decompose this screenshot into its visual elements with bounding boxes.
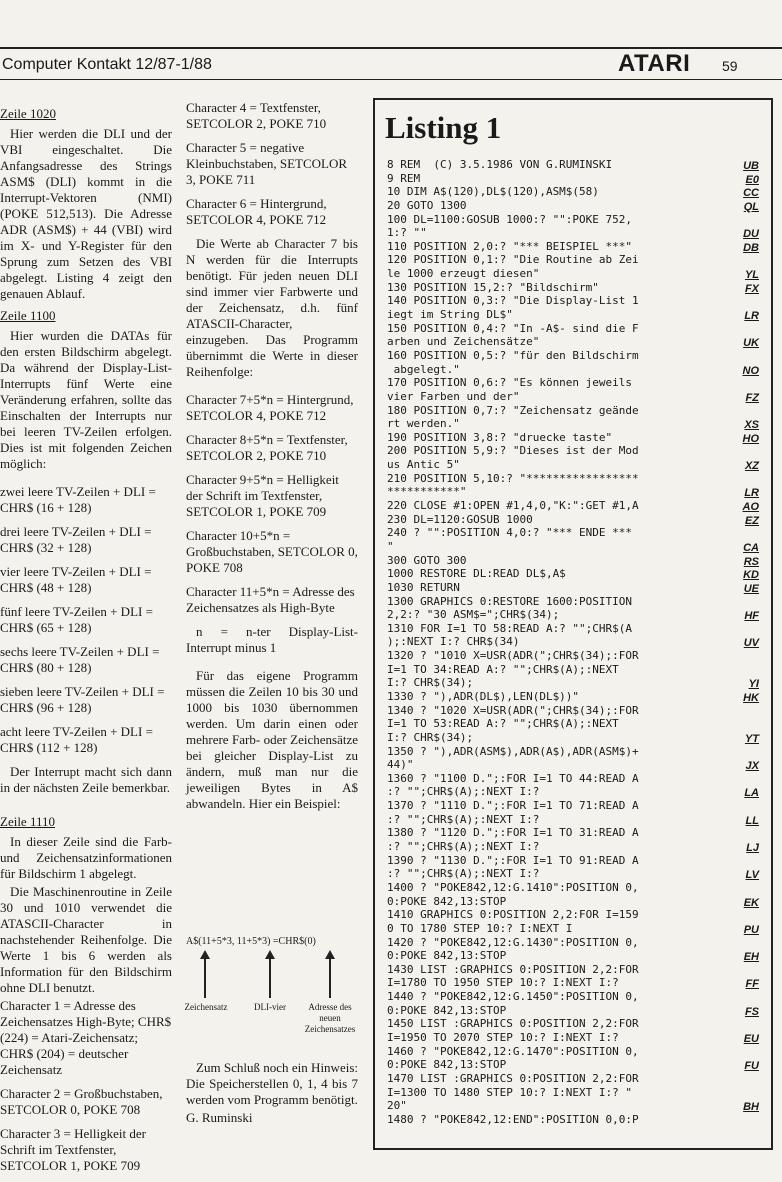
code-text: 1:? ""	[387, 226, 427, 240]
code-line	[387, 922, 759, 936]
checksum-label: BH	[743, 1101, 759, 1114]
paragraph: Die Maschinenroutine in Zeile 30 und 1010 verwendet die ATASCII-Character in nachstehender Reihenfolge. Die Werte 1 bis 6 werden als Information für den Bildschirm ohne DLI benutzt.	[0, 884, 172, 995]
code-text: I=1 TO 53:READ A:? "";CHR$(A);:NEXT	[387, 717, 619, 731]
checksum-label: DB	[743, 241, 759, 254]
code-text: 1320 ? "1010 X=USR(ADR(";CHR$(34);:FOR	[387, 649, 639, 663]
code-line	[387, 322, 759, 336]
paragraph: Character 1 = Adresse des Zeichensatzes High-Byte; CHR$ (224) = Atari-Zeichensatz; CHR$ (204) = deutscher Zeichensatz	[0, 998, 172, 1077]
code-line	[387, 567, 759, 581]
code-text: 0:POKE 842,13:STOP	[387, 1003, 507, 1017]
code-line	[387, 240, 759, 254]
checksum-label: EK	[743, 896, 759, 909]
code-text: 1450 LIST :GRAPHICS 0:POSITION 2,2:FOR	[387, 1017, 639, 1031]
paragraph: Character 3 = Helligkeit der Schrift im Textfenster, SETCOLOR 1, POKE 709	[0, 1126, 146, 1173]
code-text: 1350 ? "),ADR(ASM$),ADR(A$),ADR(ASM$)+	[387, 744, 639, 758]
code-line	[387, 376, 759, 390]
code-text: 1430 LIST :GRAPHICS 0:POSITION 2,2:FOR	[387, 962, 639, 976]
spacer	[186, 658, 358, 668]
code-text: abgelegt."	[387, 362, 460, 376]
code-listing	[387, 158, 759, 1126]
checksum-label: NO	[742, 364, 759, 377]
code-text: 10 DIM A$(120),DL$(120),ASM$(58)	[387, 185, 599, 199]
code-text: 1300 GRAPHICS 0:RESTORE 1600:POSITION	[387, 594, 633, 608]
checksum-label: EU	[743, 1033, 759, 1045]
code-text: 150 POSITION 0,4:? "In -A$- sind die F	[387, 321, 639, 335]
checksum-label: LJ	[746, 842, 759, 855]
checksum-label: EZ	[744, 514, 759, 527]
magazine-title: Computer Kontakt 12/87-1/88	[2, 56, 212, 73]
checksum-label: DU	[743, 228, 759, 241]
checksum-label: XS	[744, 419, 759, 432]
code-line	[387, 608, 759, 622]
code-line	[387, 540, 759, 554]
code-line	[387, 444, 759, 458]
spacer	[0, 798, 172, 808]
code-line	[387, 172, 759, 186]
code-line	[387, 1086, 759, 1100]
code-line	[387, 881, 759, 895]
paragraph: Character 11+5*n = Adresse des Zeichensatzes als High-Byte	[186, 584, 355, 615]
code-text: I=1300 TO 1480 STEP 10:? I:NEXT I:? "	[387, 1085, 633, 1099]
code-line	[387, 226, 759, 240]
checksum-label: LV	[745, 869, 759, 882]
code-text: 1380 ? "1120 D.";:FOR I=1 TO 31:READ A	[387, 826, 639, 840]
paragraph: Character 6 = Hintergrund, SETCOLOR 4, POKE 712	[186, 196, 327, 227]
checksum-label: YL	[744, 269, 759, 282]
paragraph: vier leere TV-Zeilen + DLI = CHR$ (48 + 128)	[0, 564, 152, 595]
code-line	[387, 294, 759, 308]
code-line	[387, 213, 759, 227]
paragraph: In dieser Zeile sind die Farb- und Zeichensatzinformationen für Bildschirm 1 abgelegt.	[0, 834, 172, 881]
code-text: "	[387, 539, 394, 553]
paragraph: Zum Schluß noch ein Hinweis: Die Speicherstellen 0, 1, 4 bis 7 werden vom Programm benötigt.	[186, 1060, 358, 1107]
code-text: 1420 ? "POKE842,12:G.1430":POSITION 0,	[387, 935, 639, 949]
code-line	[387, 826, 759, 840]
paragraph: Character 4 = Textfenster, SETCOLOR 2, POKE 710	[186, 100, 327, 131]
paragraph: Character 5 = negative Kleinbuchstaben, SETCOLOR 3, POKE 711	[186, 140, 348, 187]
paragraph: Hier werden die DLI und der VBI eingeschaltet. Die Anfangsadresse des Strings ASM$ (DLI) kommt in die Interrupt-Vektoren (NMI) (POKE 512,513). Die Adresse ADR (ASM$) + 44 (VBI) wird im X- und Y-Register für den Sprung zum Setzen des VBI abgelegt. Listing 4 zeigt den genauen Ablauf.	[0, 126, 172, 301]
checksum-label: CA	[743, 541, 759, 554]
checksum-label: CC	[743, 187, 759, 200]
code-text: 100 DL=1100:GOSUB 1000:? "":POKE 752,	[387, 212, 633, 226]
code-line	[387, 253, 759, 267]
code-line	[387, 690, 759, 704]
checksum-label: FX	[744, 282, 759, 295]
code-line	[387, 335, 759, 349]
code-line	[387, 404, 759, 418]
code-line	[387, 526, 759, 540]
code-text: 120 POSITION 0,1:? "Die Routine ab Zei	[387, 253, 639, 267]
code-line	[387, 676, 759, 690]
code-text: 1360 ? "1100 D.";:FOR I=1 TO 44:READ A	[387, 771, 639, 785]
paragraph: Character 2 = Großbuchstaben, SETCOLOR 0, POKE 708	[0, 1086, 163, 1117]
code-text: 300 GOTO 300	[387, 553, 467, 567]
code-text: 20 GOTO 1300	[387, 198, 467, 212]
code-text: I:? CHR$(34);	[387, 676, 474, 690]
code-text: 1330 ? "),ADR(DL$),LEN(DL$))"	[387, 689, 580, 703]
code-text: 110 POSITION 2,0:? "*** BEISPIEL ***"	[387, 239, 633, 253]
code-line	[387, 1099, 759, 1113]
code-line	[387, 499, 759, 513]
code-line	[387, 1017, 759, 1031]
code-line	[387, 936, 759, 950]
checksum-label: UV	[743, 637, 759, 650]
code-text: 170 POSITION 0,6:? "Es können jeweils	[387, 376, 633, 390]
code-line	[387, 854, 759, 868]
arrowhead-3	[325, 950, 335, 959]
checksum-label: HF	[744, 610, 759, 623]
paragraph: Hier wurden die DATAs für den ersten Bildschirm abgelegt. Da während der Display-List-Interrupts fünf Werte eine Veränderung erfahren, sollte das Einschalten der Interrupts nur bei leeren TV-Zeilen erfolgen. Dies ist mit folgenden Zeichen möglich:	[0, 328, 172, 471]
code-line	[387, 663, 759, 677]
code-text: :? "";CHR$(A);:NEXT I:?	[387, 867, 540, 881]
checksum-label: EH	[743, 951, 759, 964]
code-text: 130 POSITION 15,2:? "Bildschirm"	[387, 280, 599, 294]
checksum-label: XZ	[744, 460, 759, 473]
code-text: 220 CLOSE #1:OPEN #1,4,0,"K:":GET #1,A	[387, 499, 639, 513]
code-text: 0 TO 1780 STEP 10:? I:NEXT I	[387, 921, 573, 935]
paragraph: Character 9+5*n = Helligkeit der Schrift im Textfenster, SETCOLOR 1, POKE 709	[186, 472, 339, 519]
checksum-label: FF	[745, 978, 759, 991]
checksum-label: LL	[745, 814, 759, 827]
listing-title: Listing 1	[385, 110, 502, 145]
code-text: 44)"	[387, 758, 414, 772]
code-text: 1460 ? "POKE842,12:G.1470":POSITION 0,	[387, 1044, 639, 1058]
code-line	[387, 704, 759, 718]
code-text: I=1780 TO 1950 STEP 10:? I:NEXT I:?	[387, 976, 619, 990]
code-line	[387, 417, 759, 431]
code-line	[387, 990, 759, 1004]
checksum-label: KD	[743, 569, 759, 582]
code-line	[387, 554, 759, 568]
code-text: 0:POKE 842,13:STOP	[387, 949, 507, 963]
code-text: 190 POSITION 3,8:? "druecke taste"	[387, 430, 613, 444]
checksum-label: UE	[743, 582, 759, 595]
paragraph: Der Interrupt macht sich dann in der nächsten Zeile bemerkbar.	[0, 764, 172, 795]
code-line	[387, 458, 759, 472]
code-line	[387, 649, 759, 663]
code-line	[387, 581, 759, 595]
code-line	[387, 390, 759, 404]
diagram-label-address: Adresse des neuen Zeichensatzes	[304, 1002, 356, 1034]
diagram-label-dli: DLI-vier	[254, 1002, 286, 1012]
code-text: :? "";CHR$(A);:NEXT I:?	[387, 785, 540, 799]
code-line	[387, 267, 759, 281]
code-text: 20"	[387, 1099, 407, 1113]
code-line	[387, 431, 759, 445]
header-rule-bottom	[0, 79, 782, 80]
code-line	[387, 976, 759, 990]
checksum-label: FS	[744, 1005, 759, 1018]
code-text: 1030 RETURN	[387, 580, 460, 594]
code-line	[387, 1113, 759, 1127]
paragraph: Character 8+5*n = Textfenster, SETCOLOR 2, POKE 710	[186, 432, 348, 463]
code-text: 140 POSITION 0,3:? "Die Display-List 1	[387, 294, 639, 308]
checksum-label: LR	[744, 310, 759, 323]
arrowhead-2	[265, 950, 275, 959]
paragraph: acht leere TV-Zeilen + DLI = CHR$ (112 + 128)	[0, 724, 153, 755]
paragraph: fünf leere TV-Zeilen + DLI = CHR$ (65 + 128)	[0, 604, 153, 635]
code-text: 0:POKE 842,13:STOP	[387, 894, 507, 908]
code-text: 1400 ? "POKE842,12:G.1410":POSITION 0,	[387, 880, 639, 894]
code-line	[387, 963, 759, 977]
arrow-2	[269, 958, 271, 998]
paragraph: zwei leere TV-Zeilen + DLI = CHR$ (16 + 128)	[0, 484, 156, 515]
brand-name: ATARI	[618, 50, 691, 77]
code-line	[387, 363, 759, 377]
arrowhead-1	[200, 950, 210, 959]
code-text: 1000 RESTORE DL:READ DL$,A$	[387, 567, 566, 581]
text-column-middle-tail	[186, 1060, 358, 1134]
code-line	[387, 1045, 759, 1059]
code-text: us Antic 5"	[387, 458, 460, 472]
code-line	[387, 799, 759, 813]
diagram-label-charset: Zeichensatz	[184, 1002, 228, 1012]
paragraph: Für das eigene Programm müssen die Zeilen 10 bis 30 und 1000 bis 1030 übernommen werden. Um darin einen oder mehrere Farb- oder Zeichensätze bei gleicher Display-List zu ändern, muß man nur die jeweiligen Bytes in A$ abwandeln. Hier ein Beispiel:	[186, 668, 358, 811]
spacer	[186, 382, 358, 392]
code-text: 1480 ? "POKE842,12:END":POSITION 0,0:P	[387, 1112, 639, 1126]
code-line	[387, 308, 759, 322]
code-line	[387, 199, 759, 213]
code-text: 8 REM (C) 3.5.1986 VON G.RUMINSKI	[387, 158, 613, 171]
code-line	[387, 895, 759, 909]
code-text: 1440 ? "POKE842,12:G.1450":POSITION 0,	[387, 990, 639, 1004]
code-line	[387, 758, 759, 772]
code-text: 1470 LIST :GRAPHICS 0:POSITION 2,2:FOR	[387, 1071, 639, 1085]
code-text: 1340 ? "1020 X=USR(ADR(";CHR$(34);:FOR	[387, 703, 639, 717]
page-number: 59	[722, 58, 738, 74]
paragraph: G. Ruminski	[186, 1110, 253, 1125]
code-text: rt werden."	[387, 417, 460, 431]
arrow-1	[204, 958, 206, 998]
paragraph: n = n-ter Display-List-Interrupt minus 1	[186, 624, 358, 655]
code-line	[387, 1072, 759, 1086]
code-line	[387, 1058, 759, 1072]
checksum-label: RS	[743, 555, 759, 568]
checksum-label: YT	[744, 732, 759, 745]
paragraph: Character 7+5*n = Hintergrund, SETCOLOR 4, POKE 712	[186, 392, 354, 423]
code-text: 9 REM	[387, 171, 421, 185]
code-text: ***********"	[387, 485, 467, 499]
code-text: 2,2:? "30 ASM$=";CHR$(34);	[387, 608, 560, 622]
code-text: 1310 FOR I=1 TO 58:READ A:? "";CHR$(A	[387, 621, 633, 635]
header-rule-top	[0, 47, 782, 49]
listing-box	[373, 98, 773, 1150]
code-text: :? "";CHR$(A);:NEXT I:?	[387, 812, 540, 826]
code-line	[387, 281, 759, 295]
code-text: 160 POSITION 0,5:? "für den Bildschirm	[387, 348, 639, 362]
text-column-middle	[186, 100, 358, 814]
text-column-left	[0, 100, 172, 1182]
code-text: I=1 TO 34:READ A:? "";CHR$(A);:NEXT	[387, 662, 619, 676]
checksum-label: LR	[744, 487, 759, 500]
code-text: I:? CHR$(34);	[387, 730, 474, 744]
code-line	[387, 1031, 759, 1045]
code-line	[387, 731, 759, 745]
arrow-3	[329, 958, 331, 998]
code-line	[387, 513, 759, 527]
code-text: 200 POSITION 5,9:? "Dieses ist der Mod	[387, 444, 639, 458]
code-text: 1390 ? "1130 D.";:FOR I=1 TO 91:READ A	[387, 853, 639, 867]
code-text: I=1950 TO 2070 STEP 10:? I:NEXT I:?	[387, 1031, 619, 1044]
checksum-label: YI	[748, 678, 759, 691]
code-line	[387, 867, 759, 881]
code-line	[387, 785, 759, 799]
checksum-label: UB	[743, 160, 759, 172]
paragraph: Character 10+5*n = Großbuchstaben, SETCOLOR 0, POKE 708	[186, 528, 358, 575]
code-line	[387, 745, 759, 759]
checksum-label: UK	[743, 337, 759, 350]
code-text: 240 ? "":POSITION 4,0:? "*** ENDE ***	[387, 526, 633, 540]
code-line	[387, 635, 759, 649]
checksum-label: FU	[744, 1060, 759, 1073]
code-line	[387, 158, 759, 172]
code-line	[387, 349, 759, 363]
code-text: arben und Zeichensätze"	[387, 335, 540, 349]
code-line	[387, 772, 759, 786]
section-heading: Zeile 1020	[0, 106, 56, 121]
code-text: :? "";CHR$(A);:NEXT I:?	[387, 840, 540, 854]
code-line	[387, 622, 759, 636]
spacer	[0, 474, 172, 484]
code-line	[387, 595, 759, 609]
code-text: 1370 ? "1110 D.";:FOR I=1 TO 71:READ A	[387, 799, 639, 813]
code-text: vier Farben und der"	[387, 389, 520, 403]
code-text: le 1000 erzeugt diesen"	[387, 267, 540, 281]
checksum-label: HK	[743, 691, 759, 704]
code-text: 230 DL=1120:GOSUB 1000	[387, 512, 533, 526]
paragraph: sieben leere TV-Zeilen + DLI = CHR$ (96 + 128)	[0, 684, 165, 715]
section-heading: Zeile 1100	[0, 308, 56, 323]
checksum-label: FZ	[745, 391, 759, 404]
code-text: );:NEXT I:? CHR$(34)	[387, 635, 520, 649]
code-line	[387, 717, 759, 731]
checksum-label: JX	[745, 760, 759, 773]
checksum-label: LA	[744, 787, 759, 800]
code-line	[387, 485, 759, 499]
code-line	[387, 813, 759, 827]
code-text: 0:POKE 842,13:STOP	[387, 1058, 507, 1072]
checksum-label: AO	[742, 501, 759, 514]
checksum-label: QL	[743, 200, 759, 213]
paragraph: drei leere TV-Zeilen + DLI = CHR$ (32 + 128)	[0, 524, 152, 555]
code-text: 1410 GRAPHICS 0:POSITION 2,2:FOR I=159	[387, 908, 639, 922]
code-text: 210 POSITION 5,10:? "*****************	[387, 471, 639, 485]
code-text: iegt im String DL$"	[387, 308, 513, 322]
paragraph: Die Werte ab Character 7 bis N werden für die Interrupts benötigt. Für jeden neuen DLI sind immer vier Farbwerte und der Zeichensatz, d.h. fünf ATASCII-Character, einzugeben. Das Programm übernimmt die Werte in dieser Reihenfolge:	[186, 236, 358, 379]
code-text: 180 POSITION 0,7:? "Zeichensatz geände	[387, 403, 639, 417]
diagram-formula: A$(11+5*3, 11+5*3) =CHR$(0)	[186, 936, 316, 947]
checksum-label: PU	[743, 923, 759, 936]
code-line	[387, 949, 759, 963]
code-line	[387, 908, 759, 922]
code-line	[387, 185, 759, 199]
example-diagram	[186, 936, 358, 1058]
code-line	[387, 840, 759, 854]
section-heading: Zeile 1110	[0, 814, 55, 829]
paragraph: sechs leere TV-Zeilen + DLI = CHR$ (80 + 128)	[0, 644, 160, 675]
code-line	[387, 1004, 759, 1018]
checksum-label: HO	[742, 432, 759, 445]
code-line	[387, 472, 759, 486]
checksum-label: E0	[745, 173, 759, 186]
